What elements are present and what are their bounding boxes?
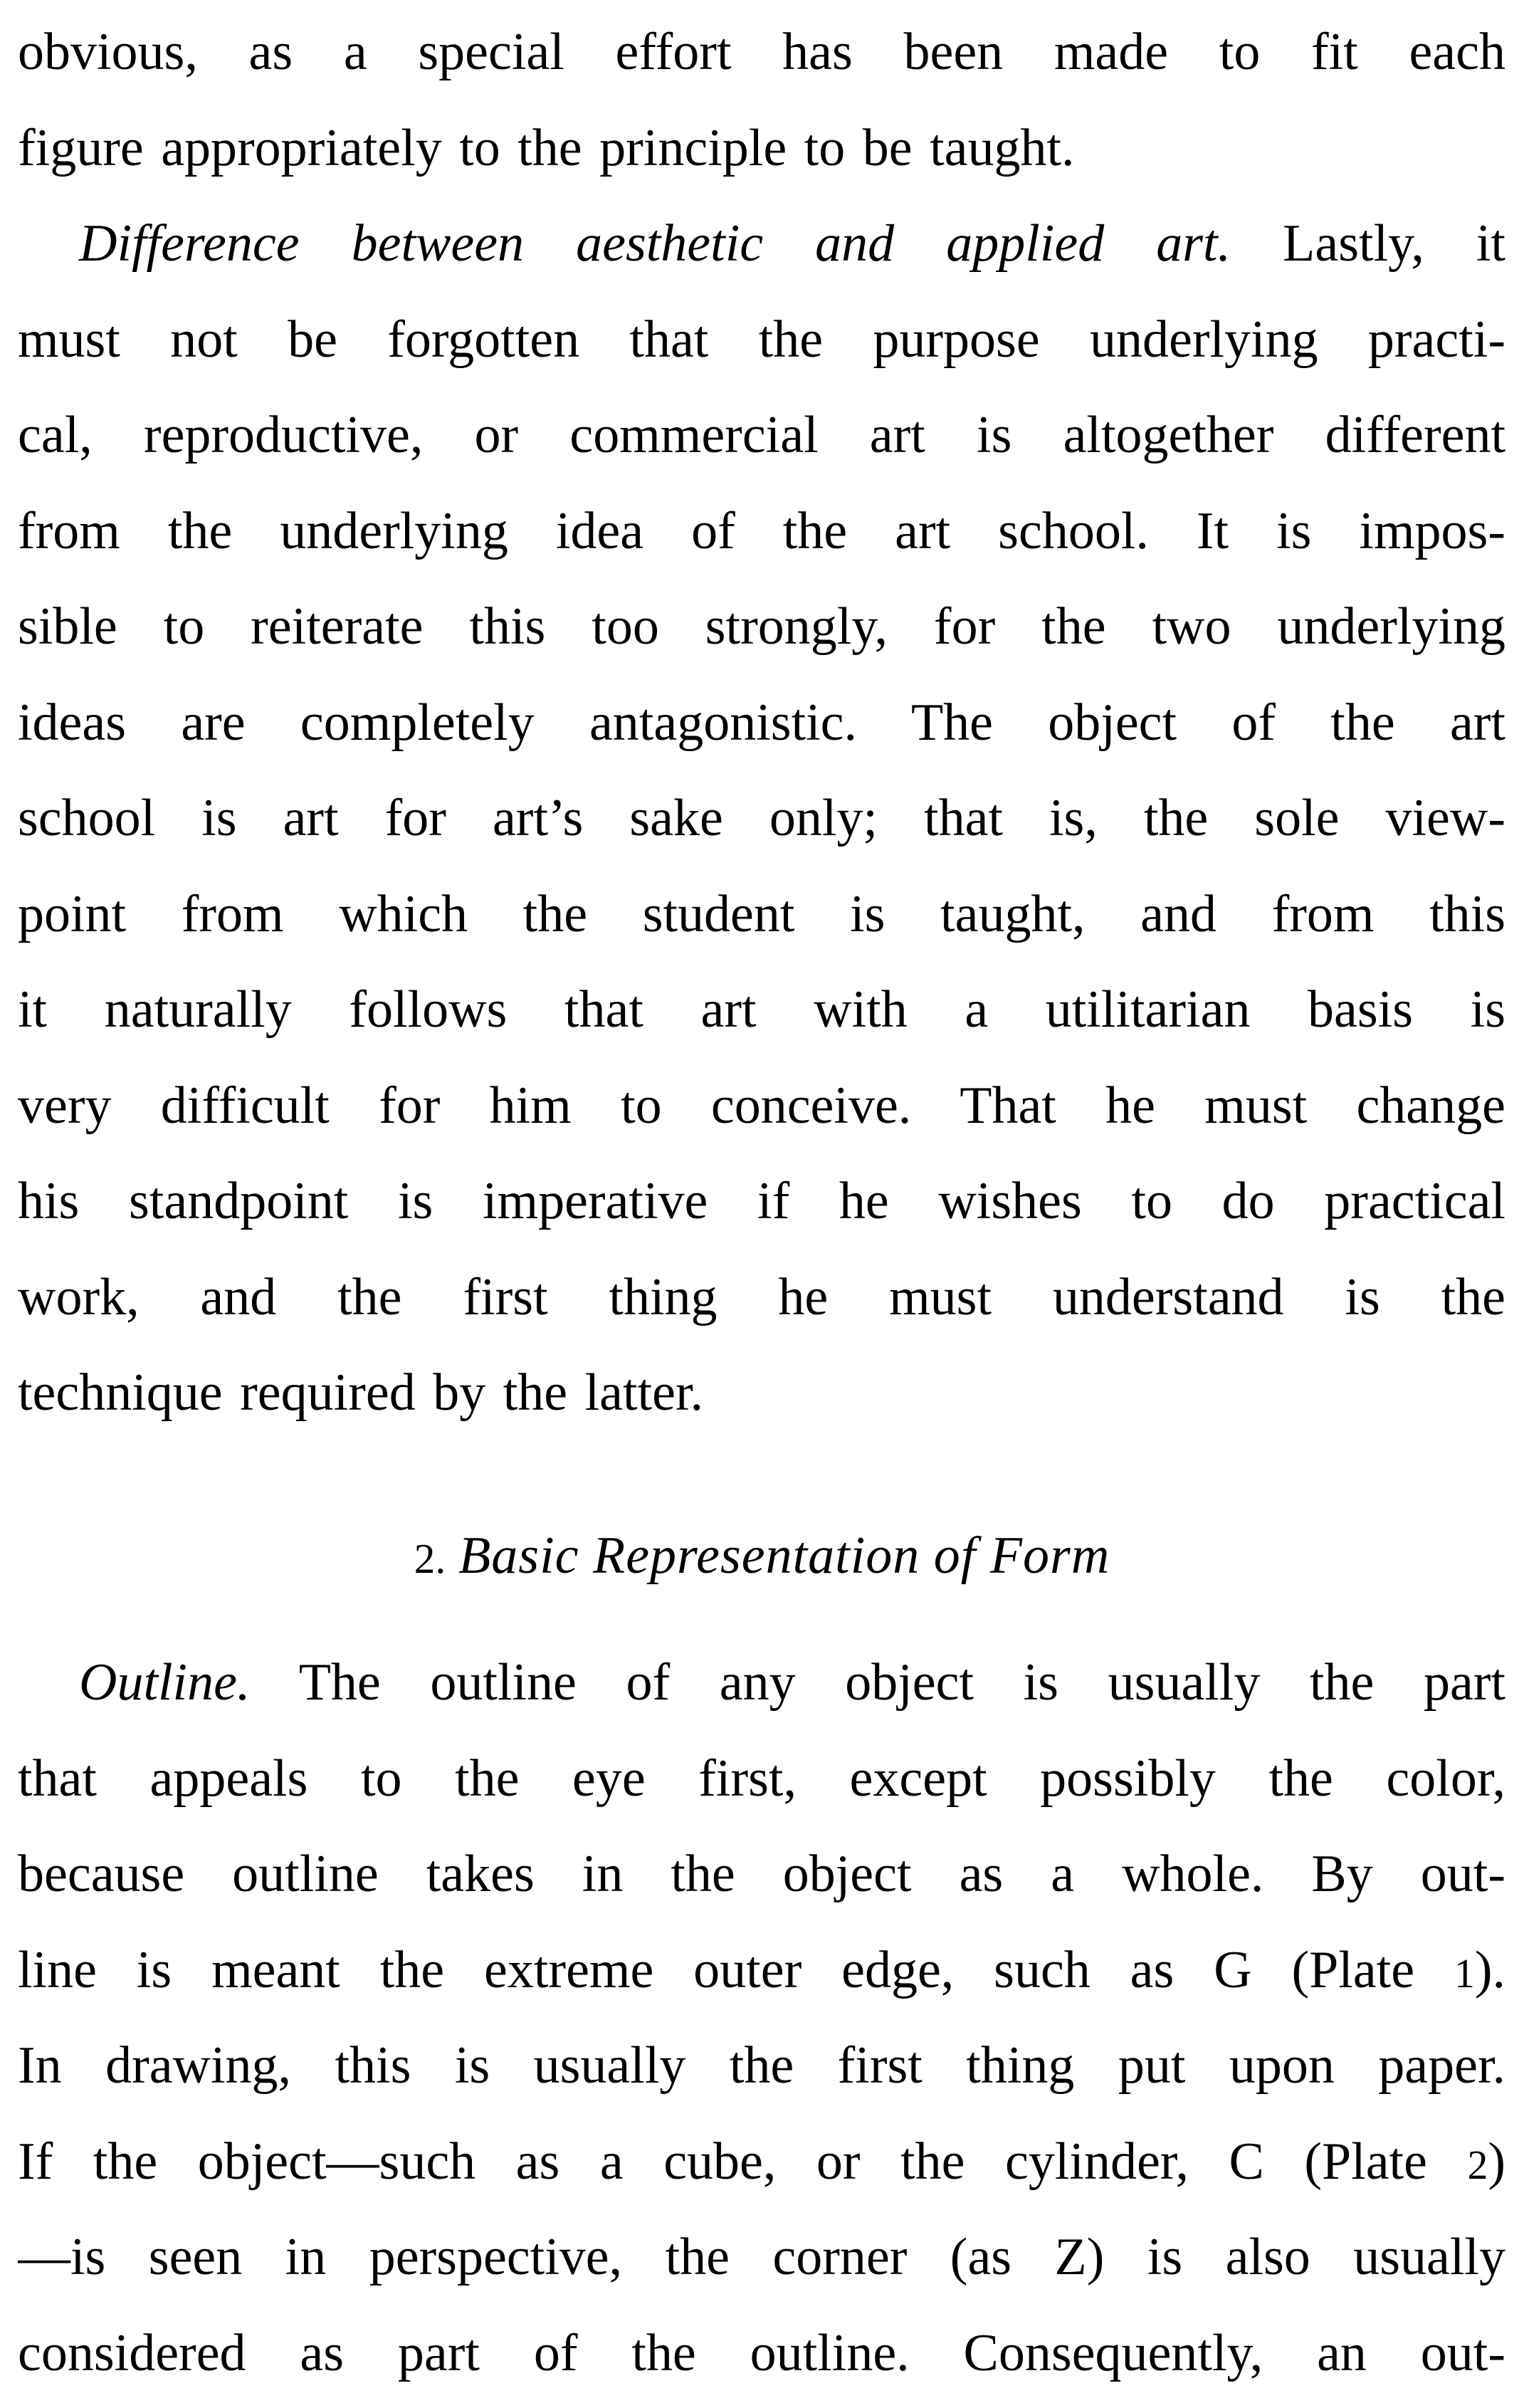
paragraph-block-2 [18,1635,1505,2401]
paragraph-block-1 [18,4,1505,1441]
text-run: The outline of any object is usually the part [250,1653,1505,1712]
text-line: school is art for art’s sake only; that is, the sole view- [18,789,1505,847]
text-line: In drawing, this is usually the first thing put upon paper. [18,2036,1505,2095]
text-line: his standpoint is imperative if he wishes to do practical [18,1172,1505,1230]
text-line: sible to reiterate this too strongly, for the two underlying [18,597,1505,656]
text-line: that appeals to the eye first, except possibly the color, [18,1749,1505,1808]
text-line: cal, reproductive, or commercial art is altogether different [18,406,1505,464]
text-run: If the object—such as a cube, or the cylinder, C (Plate [18,2132,1468,2191]
text-line: must not be forgotten that the purpose underlying practi- [18,310,1505,369]
text-line [18,1922,1505,2019]
text-line: from the underlying idea of the art school. It is impos- [18,501,1505,560]
text-run: line is meant the extreme outer edge, such as G (Plate [18,1940,1454,1999]
text-line: figure appropriately to the principle to be taught. [18,118,1075,177]
text-run: ) [1488,2132,1505,2191]
text-run: ). [1474,1940,1505,1999]
text-line: ideas are completely antagonistic. The object of the art [18,693,1505,752]
run-in-heading-difference: Difference between aesthetic and applied art. [79,214,1231,273]
text-line: considered as part of the outline. Consequently, an out- [18,2323,1505,2382]
text-line: work, and the first thing he must understand is the [18,1267,1505,1326]
text-line: technique required by the latter. [18,1363,704,1422]
run-in-heading-outline: Outline. [79,1653,251,1712]
text-line: —is seen in perspective, the corner (as Z) is also usually [18,2228,1505,2286]
plate-number: 2 [1467,2142,1488,2188]
plate-number: 1 [1454,1951,1475,1996]
text-line [18,1635,1505,1731]
text-run: Lastly, it [1231,214,1505,273]
text-line: obvious, as a special effort has been made to fit each [18,23,1505,81]
text-line [18,2114,1505,2210]
text-line: point from which the student is taught, and from this [18,884,1505,943]
section-number: 2. [414,1535,446,1582]
text-line: it naturally follows that art with a utilitarian basis is [18,980,1505,1039]
text-line: very difficult for him to conceive. That he must change [18,1076,1505,1135]
text-line [18,196,1505,292]
text-line: because outline takes in the object as a whole. By out- [18,1845,1505,1903]
section-heading [0,1508,1524,1604]
section-title: Basic Representation of Form [458,1527,1110,1585]
